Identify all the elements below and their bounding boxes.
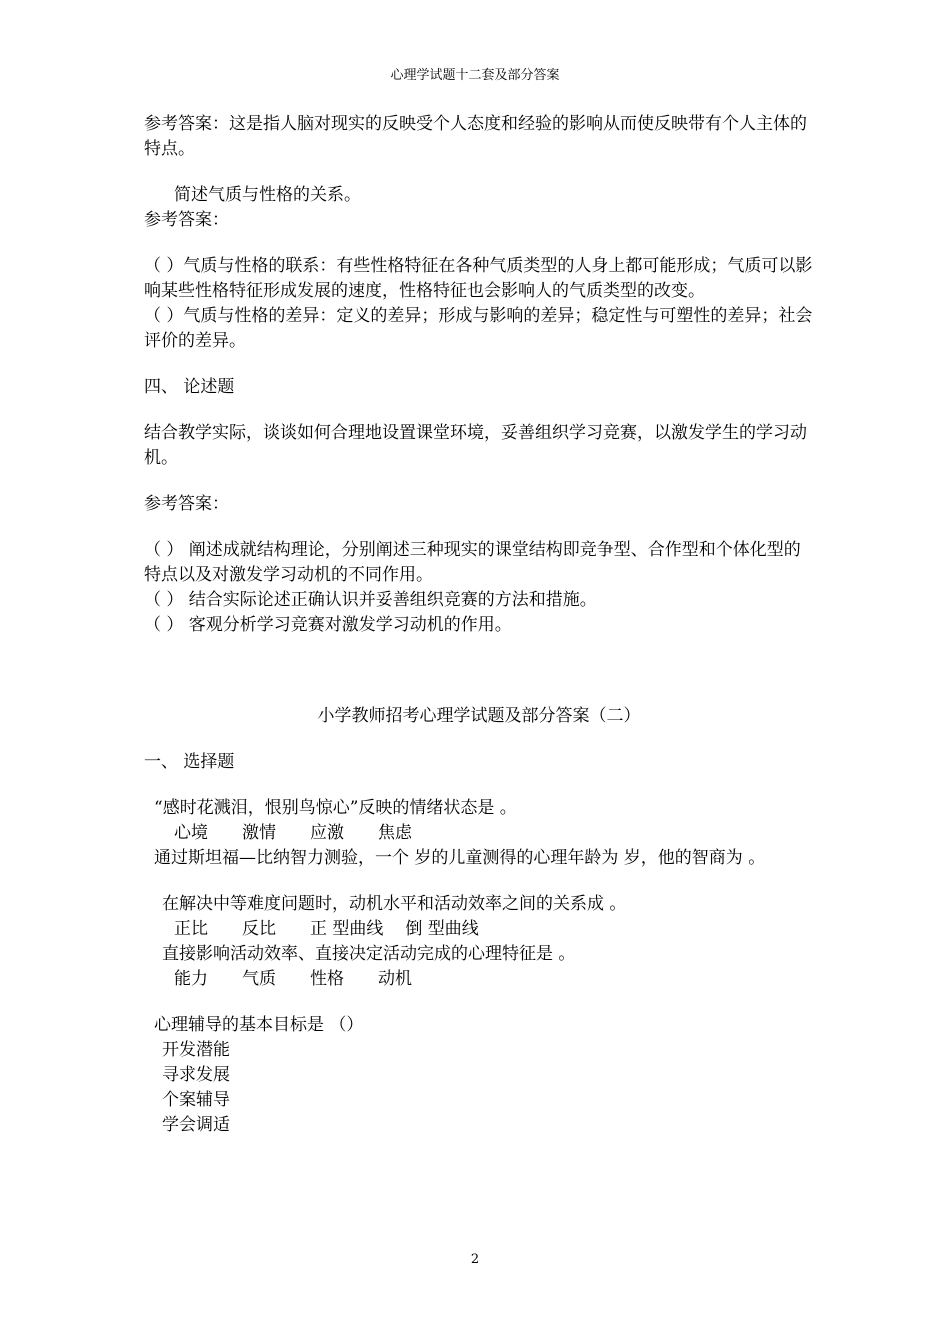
question-5-option: 寻求发展 — [162, 1065, 230, 1085]
option: 反比 — [242, 919, 276, 939]
question-2: 通过斯坦福—比纳智力测验，一个 岁的儿童测得的心理年龄为 岁，他的智商为 。 — [154, 848, 766, 868]
option: 心境 — [174, 823, 208, 843]
answer-point-2: （ ）气质与性格的差异：定义的差异；形成与影响的差异；稳定性与可塑性的差异；社会评价的差异。 — [144, 306, 813, 351]
question-temperament-character: 简述气质与性格的关系。 — [174, 185, 361, 205]
essay-question: 结合教学实际，谈谈如何合理地设置课堂环境，妥善组织学习竞赛，以激发学生的学习动机。 — [144, 423, 807, 468]
essay-point-1: （ ） 阐述成就结构理论，分别阐述三种现实的课堂结构即竞争型、合作型和个体化型的特点以及对激发学习动机的不同作用。 — [144, 540, 801, 585]
question-1: “感时花溅泪，恨别鸟惊心”反映的情绪状态是 。 — [154, 798, 517, 818]
question-3: 在解决中等难度问题时，动机水平和活动效率之间的关系成 。 — [162, 894, 627, 914]
essay-point-3: （ ） 客观分析学习竞赛对激发学习动机的作用。 — [144, 615, 512, 635]
option: 气质 — [242, 969, 276, 989]
question-5: 心理辅导的基本目标是 （） — [154, 1015, 364, 1035]
question-3-options — [144, 917, 814, 942]
page-number: 2 — [470, 1252, 480, 1267]
question-5-option: 个案辅导 — [162, 1090, 230, 1110]
option: 倒 型曲线 — [405, 919, 479, 939]
part-title: 小学教师招考心理学试题及部分答案（二） — [317, 706, 641, 726]
answer-point-1: （ ）气质与性格的联系：有些性格特征在各种气质类型的人身上都可能形成；气质可以影响某些性格特征形成发展的速度，性格特征也会影响人的气质类型的改变。 — [144, 256, 813, 301]
answer-text: 参考答案：这是指人脑对现实的反映受个人态度和经验的影响从而使反映带有个人主体的特点。 — [144, 114, 807, 159]
option: 焦虑 — [378, 823, 412, 843]
section-heading-essay: 四、 论述题 — [144, 377, 235, 397]
question-5-option: 开发潜能 — [162, 1040, 230, 1060]
page-header: 心理学试题十二套及部分答案 — [390, 68, 560, 83]
option: 能力 — [174, 969, 208, 989]
section-heading-choice: 一、 选择题 — [144, 752, 235, 772]
question-5-option: 学会调适 — [162, 1115, 230, 1135]
question-4: 直接影响活动效率、直接决定活动完成的心理特征是 。 — [162, 944, 576, 964]
option: 动机 — [378, 969, 412, 989]
question-4-options — [144, 967, 814, 992]
option: 正比 — [174, 919, 208, 939]
page-content — [144, 112, 814, 1138]
essay-answer-label: 参考答案： — [144, 494, 229, 514]
essay-point-2: （ ） 结合实际论述正确认识并妥善组织竞赛的方法和措施。 — [144, 590, 597, 610]
option: 性格 — [310, 969, 344, 989]
option: 激情 — [242, 823, 276, 843]
answer-label: 参考答案： — [144, 210, 229, 230]
option: 应激 — [310, 823, 344, 843]
option: 正 型曲线 — [310, 919, 384, 939]
question-1-options — [144, 821, 814, 846]
